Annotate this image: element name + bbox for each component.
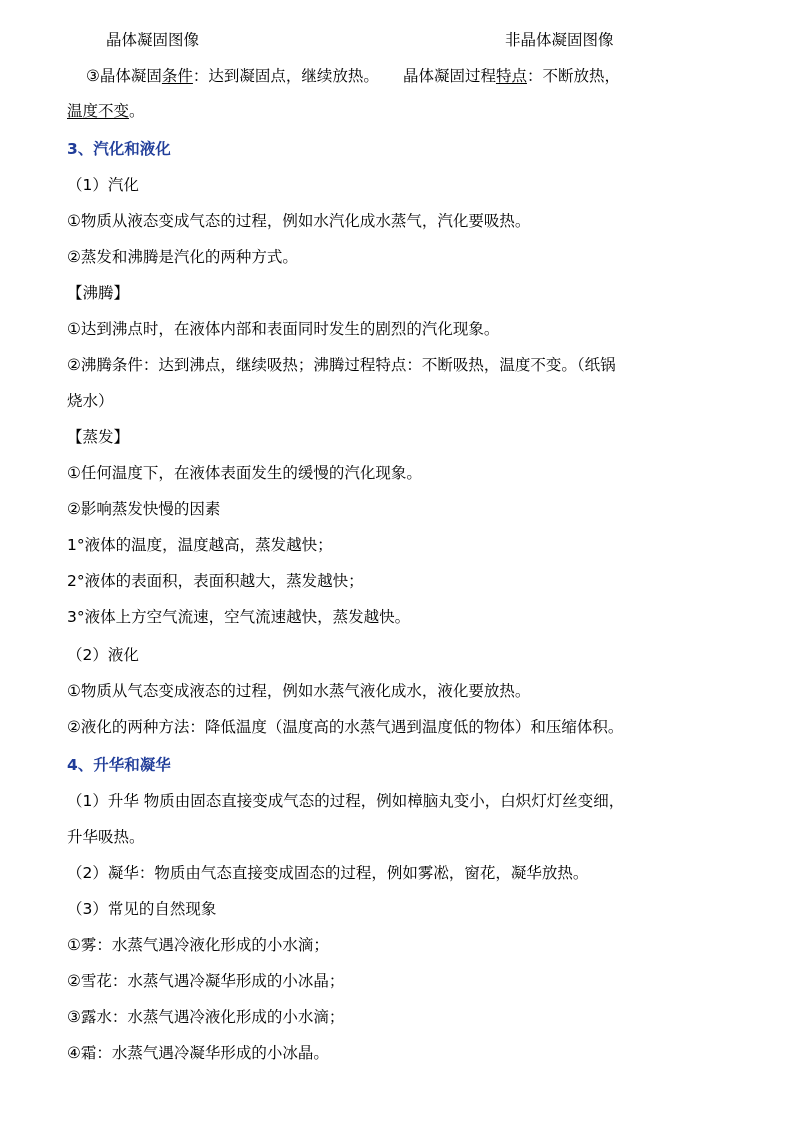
underlined-term: 温度不变	[67, 102, 130, 120]
text-span: 。	[129, 102, 145, 120]
paragraph: 烧水）	[67, 392, 114, 410]
list-item: ④霜：水蒸气遇冷凝华形成的小冰晶。	[67, 1044, 329, 1062]
paragraph: ②液化的两种方法：降低温度（温度高的水蒸气遇到温度低的物体）和压缩体积。	[67, 718, 624, 736]
crystal-figure-caption: 晶体凝固图像	[106, 31, 200, 49]
crystal-solidify-line	[86, 66, 620, 86]
list-item: ③露水：水蒸气遇冷液化形成的小水滴；	[67, 1008, 345, 1026]
bracket-heading-boiling: 【沸腾】	[67, 284, 130, 302]
underlined-term: 条件	[161, 67, 193, 85]
list-item: 2°液体的表面积，表面积越大，蒸发越快；	[67, 572, 364, 590]
section-heading-sublimation: 4、升华和凝华	[67, 756, 171, 774]
subsection-liquefaction: （2）液化	[67, 646, 139, 664]
paragraph: ②蒸发和沸腾是汽化的两种方式。	[67, 248, 298, 266]
list-item: ①雾：水蒸气遇冷液化形成的小水滴；	[67, 936, 329, 954]
paragraph: ②沸腾条件：达到沸点，继续吸热；沸腾过程特点：不断吸热，温度不变。（纸锅	[67, 356, 616, 374]
paragraph: ①达到沸点时，在液体内部和表面同时发生的剧烈的汽化现象。	[67, 320, 500, 338]
list-item: 1°液体的温度，温度越高，蒸发越快；	[67, 536, 333, 554]
paragraph: ①物质从液态变成气态的过程，例如水汽化成水蒸气，汽化要吸热。	[67, 212, 531, 230]
crystal-solidify-line-cont	[67, 101, 145, 121]
section-heading-vaporization: 3、汽化和液化	[67, 140, 171, 158]
text-span: ：达到凝固点，继续放热。	[192, 67, 379, 85]
paragraph: （2）凝华：物质由气态直接变成固态的过程，例如雾凇，窗花，凝华放热。	[67, 864, 589, 882]
text-span: ③晶体凝固	[86, 67, 162, 85]
list-item: 3°液体上方空气流速，空气流速越快，蒸发越快。	[67, 608, 411, 626]
noncrystal-figure-caption: 非晶体凝固图像	[505, 31, 614, 49]
subsection-natural-phenomena: （3）常见的自然现象	[67, 900, 217, 918]
paragraph: 升华吸热。	[67, 828, 145, 846]
bracket-heading-evaporation: 【蒸发】	[67, 428, 130, 446]
text-span: 晶体凝固过程	[402, 67, 496, 85]
paragraph: ②影响蒸发快慢的因素	[67, 500, 221, 518]
paragraph: （1）升华 物质由固态直接变成气态的过程，例如樟脑丸变小，白炽灯灯丝变细，	[67, 792, 625, 810]
underlined-term: 特点	[495, 67, 527, 85]
paragraph: ①物质从气态变成液态的过程，例如水蒸气液化成水，液化要放热。	[67, 682, 531, 700]
list-item: ②雪花：水蒸气遇冷凝华形成的小冰晶；	[67, 972, 345, 990]
text-span: ：不断放热，	[526, 67, 620, 85]
subsection-vaporization: （1）汽化	[67, 176, 139, 194]
paragraph: ①任何温度下，在液体表面发生的缓慢的汽化现象。	[67, 464, 422, 482]
